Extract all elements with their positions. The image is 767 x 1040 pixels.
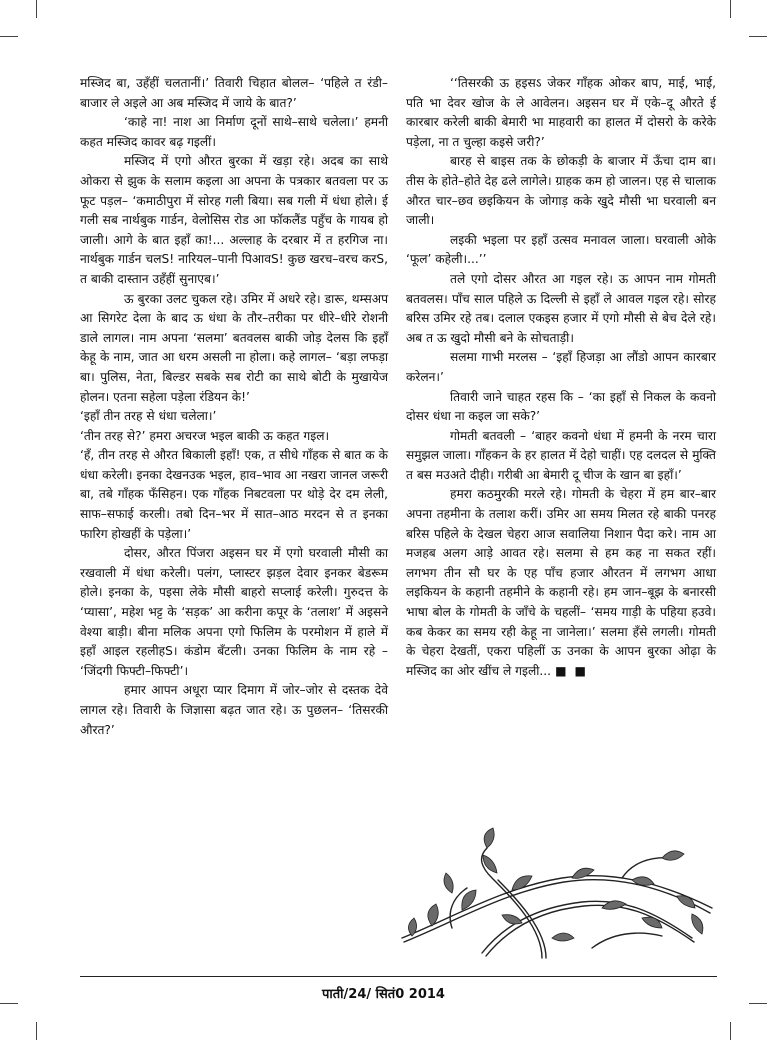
crop-mark <box>730 1022 731 1040</box>
paragraph: ‘हँ, तीन तरह से औरत बिकाली इहाँ! एक, त सीधे गाँहक से बात क के धंधा करेली। इनका देखनउक भइल, हाव–भाव आ नखरा जानल जरूरी बा, तबे गाँहक फँसिहन। एक गाँहक निबटवला पर थोड़े देर दम लेली, साफ–सफाई करली। तबो दिन–भर में सात–आठ मरदन से त इनका फारिग होखहीं के पड़ेला।’ <box>80 448 388 541</box>
crop-mark <box>0 1003 18 1004</box>
vine-sketch-illustration <box>392 818 722 968</box>
paragraph: मस्जिद में एगो औरत बुरका में खड़ा रहे। अदब का साथे ओकरा से झुक के सलाम कइला आ अपना के पत्रकार बतवला पर ऊ फूट पड़ल– ‘कमाठीपुरा में सोरह गली बिया। सब गली में धंधा होले। ई गली सब नार्थबुक गार्डन, वेलोसिस रोड आ फॉकलैंड पहुँच के गायब हो जाली। आगे के बात इहाँ का!... अल्लाह के दरबार में त हरगिज ना। नार्थबुक गार्डन चलS! नारियल–पानी पिआवS! कुछ खरच–वरच करS, त बाकी दास्तान उहँहीं सुनाएब।’ <box>80 154 388 286</box>
paragraph: ‘काहे ना! नाश आ निर्माण दूनों साथे–साथे चलेला।’ हमनी कहत मस्जिद कावर बढ़ गइलीं। <box>80 115 388 149</box>
paragraph: मस्जिद बा, उहँहीं चलतानीं।’ तिवारी चिहात बोलल– ‘पहिले त रंडी–बाजार ले अइले आ अब मस्जिद में जाये के बात?’ <box>80 76 388 110</box>
paragraph: सलमा गाभी मरलस – ‘इहाँ हिजड़ा आ लौंडो आपन कारबार करेलन।’ <box>406 350 716 384</box>
crop-mark <box>36 1022 37 1040</box>
paragraph: तिवारी जाने चाहत रहस कि – ‘का इहाँ से निकल के कवनो दोसर धंधा ना कइल जा सके?’ <box>406 389 716 424</box>
paragraph <box>406 485 716 681</box>
paragraph: लइकी भइला पर इहाँ उत्सव मनावल जाला। घरवाली ओके ‘फूल’ कहेली।...’’ <box>406 232 716 267</box>
right-column <box>406 74 716 681</box>
paragraph: दोसर, औरत पिंजरा अइसन घर में एगो घरवाली मौसी का रखवाली में धंधा करेली। पलंग, प्लास्टर झड़ल देवार इनकर बेडरूम होले। इनका के, पइसा लेके मौसी बाहरो सप्लाई करेली। गुरुदत्त के ‘प्यासा’, महेश भट्ट के ‘सड़क’ आ करीना कपूर के ‘तलाश’ में अइसने वेश्या बाड़ी। बीना मलिक अपना एगो फिलिम के परमोशन में हाले में इहाँ आइल रहलीहS। कंडोम बँटली। उनका फिलिम के नाम रहे – ‘जिंदगी फिफ्टी–फिफ्टी’। <box>80 546 388 678</box>
paragraph: ‘इहाँ तीन तरह से धंधा चलेला।’ <box>80 409 217 424</box>
paragraph: गोमती बतवली – ‘बाहर कवनो धंधा में हमनी के नरम चारा समुझल जाला। गाँहकन के हर हालत में देहो चाहीं। एह दलदल से मुक्ति त बस मउअते दीही। गरीबी आ बेमारी दू चीज के खान बा इहाँ।’ <box>406 428 716 482</box>
end-mark: ■ ■ <box>554 663 588 678</box>
left-column <box>80 74 388 740</box>
crop-mark <box>749 1003 767 1004</box>
page-footer: पाती/24/ सितं0 2014 <box>322 987 445 1002</box>
footer-rule <box>80 976 717 977</box>
paragraph: ‘तीन तरह से?’ हमरा अचरज भइल बाकी ऊ कहत गइल। <box>80 428 330 443</box>
crop-mark <box>730 0 731 18</box>
paragraph: ‘‘तिसरकी ऊ हइसऽ जेकर गाँहक ओकर बाप, माई, भाई, पति भा देवर खोज के ले आवेलन। अइसन घर में एके–दू औरते ई कारबार करेली बाकी बेमारी भा माहवारी का हालत में दोसरो के करेके पड़ेला, ना त चुल्हा कइसे जरी?’ <box>406 76 716 149</box>
paragraph: तले एगो दोसर औरत आ गइल रहे। ऊ आपन नाम गोमती बतवलस। पाँच साल पहिले ऊ दिल्ली से इहाँ ले आवल गइल रहे। सोरह बरिस उमिर रहे तब। दलाल एकइस हजार में एगो मौसी से बेच देले रहे। अब त ऊ खुदो मौसी बने के सोचताड़ी। <box>406 271 716 345</box>
crop-mark <box>0 36 18 37</box>
paragraph-text: हमरा कठमुरकी मरले रहे। गोमती के चेहरा में हम बार–बार अपना तहमीना के तलाश करीं। उमिर आ समय मिलत रहे बाकी पनरह बरिस पहिले के देखल चेहरा आज सवालिया निशान पैदा करे। नाम आ मजहब अलग आड़े आवत रहे। सलमा से हम कह ना सकत रहीं। लगभग तीन सौ घर के एह पाँच हजार औरतन में लगभग आधा लइकियन के कहानी तहमीने के कहानी रहे। हम जान–बूझ के बनारसी भाषा बोल के गोमती के जाँचे के चहलीं– ‘समय गाड़ी के पहिया हउवे। कब केकर का समय रही केहू ना जानेला।’ सलमा हँसे लगली। गोमती के चेहरा देखतीं, एकरा पहिलीं ऊ उनका के आपन बुरका ओढ़ा के मस्जिद का ओर खींच ले गइली... <box>406 487 716 678</box>
paragraph: बारह से बाइस तक के छोकड़ी के बाजार में ऊँचा दाम बा। तीस के होते–होते देह ढले लागेले। ग्राहक कम हो जालन। एह से चालाक औरत चार–छव छइकियन के जोगाड़ कके खुदे मौसी भा घरवाली बन जाली। <box>406 154 716 228</box>
paragraph: ऊ बुरका उलट चुकल रहे। उमिर में अधरे रहे। डारू, थम्सअप आ सिगरेट देला के बाद ऊ धंधा के तौर–तरीका पर धीरे–धीरे रोशनी डाले लागल। नाम अपना ‘सलमा’ बतवलस बाकी जोड़ देलस कि इहाँ केहू के नाम, जात आ धरम असली ना होला। कहे लागल– ‘बड़ा लफड़ा बा। पुलिस, नेता, बिल्डर सबके सब रोटी का साथे बोटी के मुखायेज होलन। एतना सहेला पड़ेला रंडियन के!’ <box>80 291 388 404</box>
crop-mark <box>749 36 767 37</box>
crop-mark <box>36 0 37 18</box>
paragraph: हमार आपन अधूरा प्यार दिमाग में जोर–जोर से दस्तक देवे लागल रहे। तिवारी के जिज्ञासा बढ़त जात रहे। ऊ पुछलन– ‘तिसरकी औरत?’ <box>80 683 388 737</box>
